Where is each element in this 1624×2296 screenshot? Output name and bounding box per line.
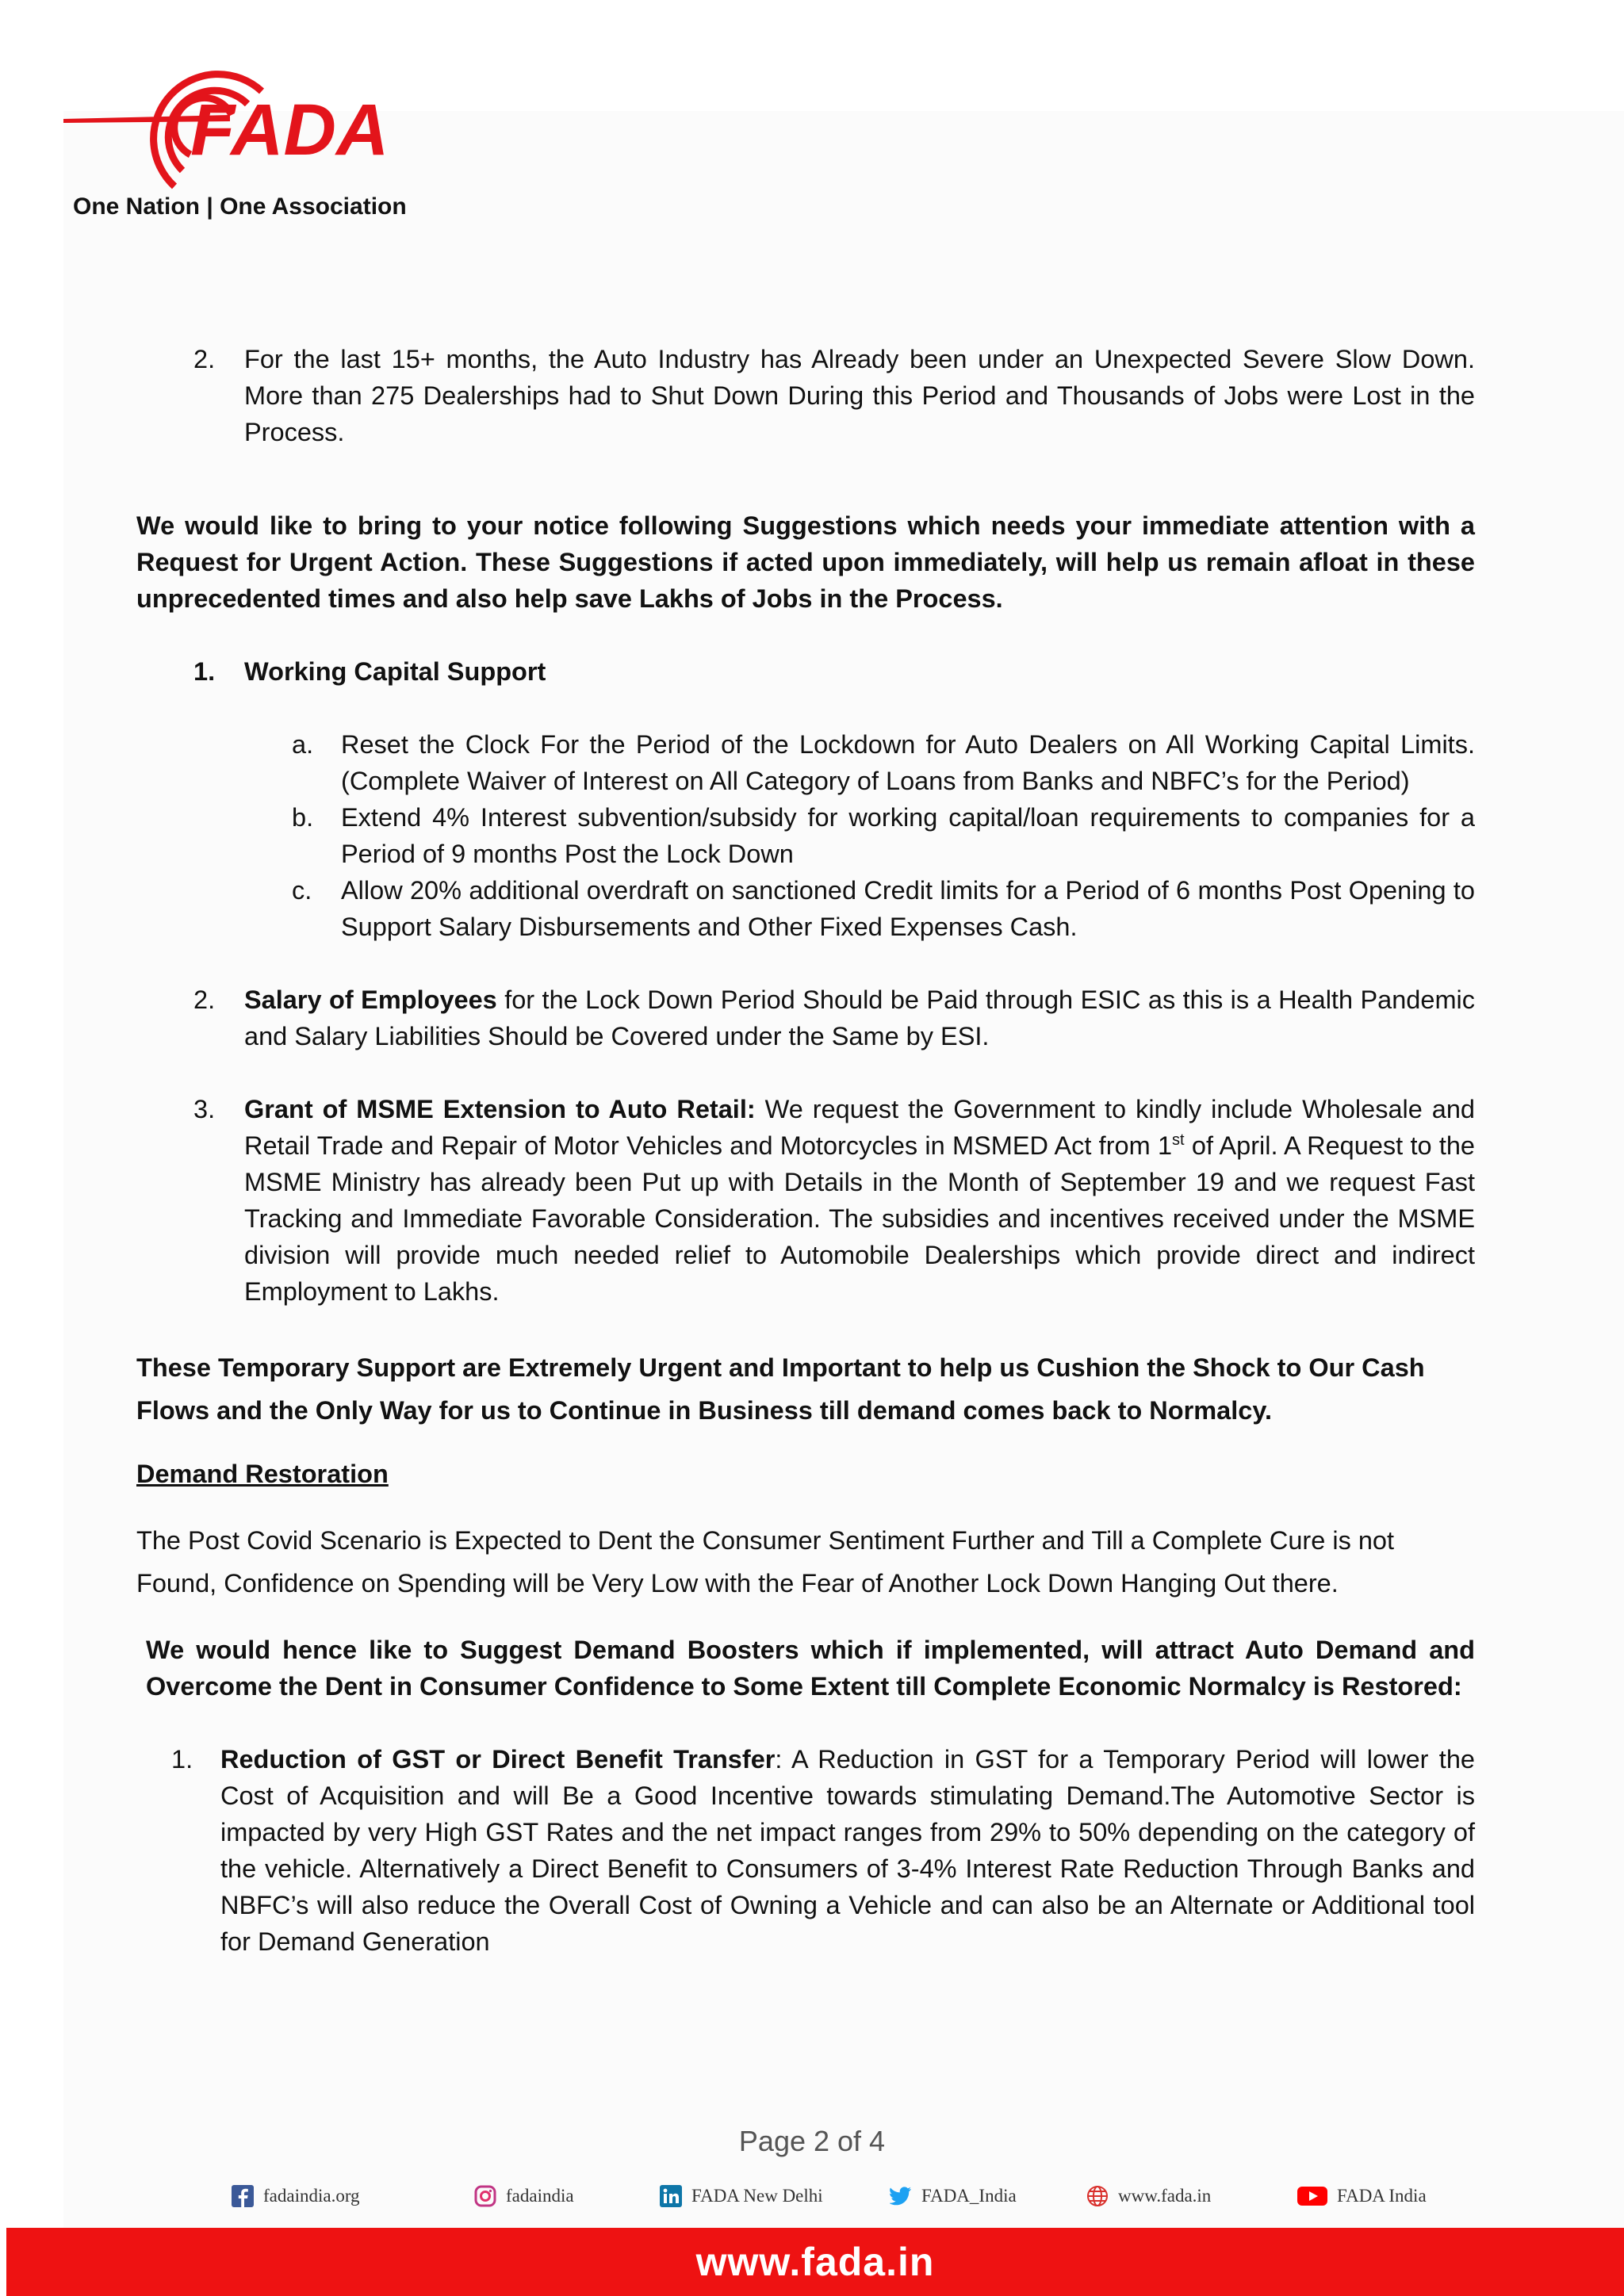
suggestion-item-1 xyxy=(193,653,1475,690)
footer-website[interactable]: www.fada.in xyxy=(695,2240,935,2284)
twitter-link[interactable] xyxy=(890,2180,1017,2212)
linkedin-icon xyxy=(660,2185,682,2207)
sub-list-item-b xyxy=(292,799,1475,872)
facebook-label: fadaindia.org xyxy=(263,2186,360,2206)
list-number: 2. xyxy=(193,985,216,1014)
twitter-label: FADA_India xyxy=(921,2186,1017,2206)
notice-paragraph: We would like to bring to your notice following Suggestions which needs your immediate attention with a Request for Urgent Action. These Suggestions if acted upon immediately, will help us remain afloat in these unprecedented times and also help save Lakhs of Jobs in the Process. xyxy=(136,511,1475,613)
list-number: 1. xyxy=(193,657,216,686)
tagline: One Nation | One Association xyxy=(73,193,407,220)
linkedin-label: FADA New Delhi xyxy=(691,2186,823,2206)
suggestion-item-3 xyxy=(193,1091,1476,1310)
website-link[interactable] xyxy=(1086,2180,1211,2212)
website-label: www.fada.in xyxy=(1118,2186,1212,2206)
sub-text: Extend 4% Interest subvention/subsidy for working capital/loan requirements to companies for a Period of 9 months Post the Lock Down xyxy=(341,803,1475,868)
sub-text: Reset the Clock For the Period of the Lockdown for Auto Dealers on All Working Capital Limits.(Complete Waiver of Interest on All Category of Loans from Banks and NBFC’s for the Period) xyxy=(341,730,1475,795)
temporary-support-paragraph: These Temporary Support are Extremely Urgent and Important to help us Cushion the Shock to Our Cash Flows and the Only Way for us to Continue in Business till demand comes back to Normalcy. xyxy=(136,1353,1425,1425)
suggestion-item-2 xyxy=(193,982,1475,1054)
suggestion-body: for the Lock Down Period Should be Paid through ESIC as this is a Health Pandemic and Salary Liabilities Should be Covered under the Same by ESI. xyxy=(244,985,1475,1050)
facebook-link[interactable] xyxy=(232,2180,360,2212)
youtube-icon xyxy=(1297,2185,1327,2207)
document-body xyxy=(136,341,1475,1960)
instagram-label: fadaindia xyxy=(506,2186,574,2206)
suggestion-body-b: of April. A Request to the MSME Ministry has already been Put up with Details in the Month of September 19 and we request Fast Tracking and Immediate Favorable Consideration. The subsidies and incentives received under the MSME division will provide much needed relief to Automobile Dealerships which provide direct and indirect Employment to Lakhs. xyxy=(244,1131,1476,1306)
suggestion-text xyxy=(244,1091,1475,1310)
suggestion-title: Salary of Employees xyxy=(244,985,497,1014)
sub-list xyxy=(292,726,1475,945)
globe-icon xyxy=(1086,2185,1109,2207)
list-number: 1. xyxy=(171,1745,193,1774)
list-number: 3. xyxy=(193,1095,216,1123)
demand-heading-text: Demand Restoration xyxy=(136,1460,389,1488)
demand-paragraph: The Post Covid Scenario is Expected to Dent the Consumer Sentiment Further and Till a Complete Cure is not Found, Confidence on Spending will be Very Low with the Fear of Another Lock Down Hanging Out there. xyxy=(136,1526,1395,1598)
sub-letter: c. xyxy=(292,876,312,905)
sub-list-item-a xyxy=(292,726,1475,799)
footer-bar xyxy=(6,2228,1624,2296)
instagram-link[interactable] xyxy=(474,2180,574,2212)
suggestion-text xyxy=(244,982,1475,1054)
linkedin-link[interactable] xyxy=(660,2180,823,2212)
list-text: For the last 15+ months, the Auto Industry has Already been under an Unexpected Severe Slow Down. More than 275 Dealerships had to Shut Down During this Period and Thousands of Jobs were Lost in the Process. xyxy=(244,345,1475,446)
youtube-link[interactable] xyxy=(1297,2180,1427,2212)
demand-heading xyxy=(136,1456,1475,1492)
superscript: st xyxy=(1172,1131,1185,1150)
fada-logo xyxy=(63,59,412,202)
twitter-icon xyxy=(890,2185,912,2207)
intro-list-item xyxy=(193,341,1475,450)
booster-title: Reduction of GST or Direct Benefit Transfer xyxy=(220,1745,776,1774)
list-number: 2. xyxy=(193,345,216,373)
youtube-label: FADA India xyxy=(1337,2186,1427,2206)
facebook-icon xyxy=(232,2185,254,2207)
suggestion-title: Working Capital Support xyxy=(244,657,546,686)
boosters-intro: We would hence like to Suggest Demand Boosters which if implemented, will attract Auto Demand and Overcome the Dent in Consumer Confidence to Some Extent till Complete Economic Normalcy is Restored: xyxy=(146,1636,1475,1701)
sub-letter: a. xyxy=(292,730,314,759)
logo-text: FADA xyxy=(190,90,389,170)
sub-text: Allow 20% additional overdraft on sanctioned Credit limits for a Period of 6 months Post Opening to Support Salary Disbursements and Other Fixed Expenses Cash. xyxy=(341,876,1475,941)
suggestion-title: Grant of MSME Extension to Auto Retail: xyxy=(244,1095,756,1123)
page-number: Page 2 of 4 xyxy=(738,2125,886,2157)
suggestion-body-a: We request the Government to kindly include Wholesale and Retail Trade and Repair of Motor Vehicles and Motorcycles in MSMED Act from 1 xyxy=(244,1095,1475,1160)
booster-text xyxy=(220,1741,1475,1960)
booster-item-1 xyxy=(171,1741,1475,1960)
sub-letter: b. xyxy=(292,803,314,832)
instagram-icon xyxy=(474,2185,496,2207)
sub-list-item-c xyxy=(292,872,1475,945)
booster-body: : A Reduction in GST for a Temporary Period will lower the Cost of Acquisition and will Be a Good Incentive towards stimulating Demand.The Automotive Sector is impacted by very High GST Rates and the net impact ranges from 29% to 50% depending on the category of the vehicle. Alternatively a Direct Benefit to Consumers of 3-4% Interest Rate Reduction Through Banks and NBFC’s will also reduce the Overall Cost of Owning a Vehicle and can also be an Alternate or Additional tool for Demand Generation xyxy=(220,1745,1475,1956)
